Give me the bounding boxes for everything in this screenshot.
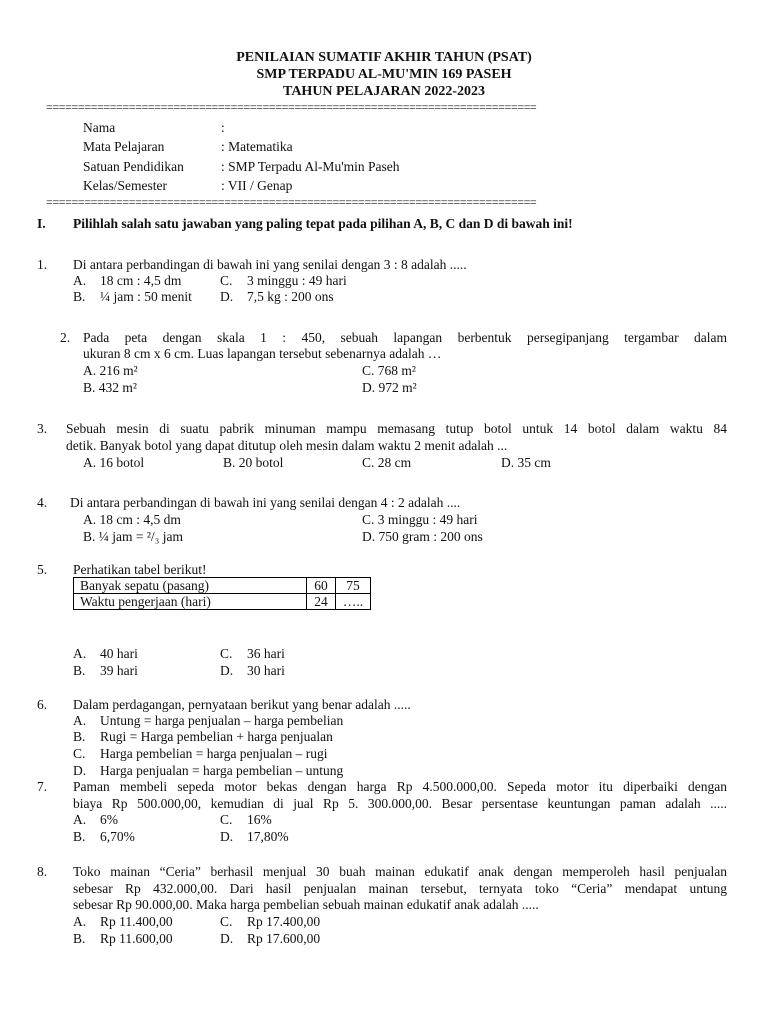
question-text-line1: Paman membeli sepeda motor bekas dengan harga Rp 4.500.000,00. Sepeda motor itu diperbaiki dengan [73, 779, 727, 794]
option-text: Rp 11.400,00 [100, 914, 173, 929]
table-cell: Waktu pengerjaan (hari) [74, 594, 307, 610]
question-number: 3. [37, 421, 48, 436]
option-text: Rp 17.600,00 [247, 931, 321, 946]
option-key: B. [73, 663, 86, 678]
section-instruction: Pilihlah salah satu jawaban yang paling tepat pada pilihan A, B, C dan D di bawah ini! [73, 216, 573, 231]
question-text-line3: sebesar Rp 90.000,00. Maka harga pembelian sebuah mainan edukatif anak adalah ..... [73, 897, 539, 912]
option-key: A. [73, 812, 87, 827]
table-cell: 75 [336, 578, 371, 594]
school-name: SMP TERPADU AL-MU'MIN 169 PASEH [256, 67, 512, 82]
ratio-table [73, 577, 371, 610]
option-d: D. 750 gram : 200 ons [362, 529, 483, 544]
option-text: Untung = harga penjualan – harga pembelian [100, 713, 344, 728]
identity-label: Mata Pelajaran [83, 139, 165, 154]
table-cell: Banyak sepatu (pasang) [74, 578, 307, 594]
question-number: 6. [37, 697, 48, 712]
option-key: A. [73, 646, 87, 661]
option-key: D. [220, 829, 234, 844]
option-key: C. [73, 746, 86, 761]
exam-title: PENILAIAN SUMATIF AKHIR TAHUN (PSAT) [236, 50, 532, 65]
question-text: Di antara perbandingan di bawah ini yang senilai dengan 3 : 8 adalah ..... [73, 257, 467, 272]
question-number: 7. [37, 779, 48, 794]
option-a: A. 18 cm : 4,5 dm [83, 512, 181, 527]
question-number: 5. [37, 562, 48, 577]
option-text: 16% [247, 812, 272, 827]
option-c: C. 28 cm [362, 455, 412, 470]
question-text-line1: Toko mainan “Ceria” berhasil menjual 30 buah mainan edukatif anak dengan memperoleh hasil penjualan [73, 864, 727, 879]
table-row [74, 594, 371, 610]
option-key: A. [73, 713, 87, 728]
question-number: 8. [37, 864, 48, 879]
option-text: 36 hari [247, 646, 285, 661]
question-text-line1: Pada peta dengan skala 1 : 450, sebuah lapangan berbentuk persegipanjang tergambar dalam [83, 330, 727, 345]
question-text-line2: ukuran 8 cm x 6 cm. Luas lapangan tersebut sebenarnya adalah … [83, 346, 442, 361]
question-number: 2. [60, 330, 71, 345]
option-key: B. [73, 729, 86, 744]
section-number: I. [37, 216, 46, 231]
identity-value: : [221, 120, 225, 135]
option-text: ¼ jam : 50 menit [100, 289, 192, 304]
separator-bottom: ============================================================================= [46, 196, 537, 208]
option-d: D. 972 m² [362, 380, 417, 395]
identity-label: Satuan Pendidikan [83, 159, 184, 174]
option-b: B. ¼ jam = ²/₃ jam [83, 529, 183, 544]
option-key: A. [73, 914, 87, 929]
option-text: 30 hari [247, 663, 285, 678]
question-text: Di antara perbandingan di bawah ini yang senilai dengan 4 : 2 adalah .... [70, 495, 461, 510]
option-text: Rp 11.600,00 [100, 931, 173, 946]
option-b: B. 432 m² [83, 380, 137, 395]
option-b: B. 20 botol [223, 455, 284, 470]
option-text: 40 hari [100, 646, 138, 661]
option-text: Rugi = Harga pembelian + harga penjualan [100, 729, 333, 744]
option-text: 6,70% [100, 829, 135, 844]
table-cell: ….. [336, 594, 371, 610]
identity-value: : Matematika [221, 139, 293, 154]
option-key: B. [73, 931, 86, 946]
option-key: C. [220, 914, 233, 929]
option-key: D. [220, 663, 234, 678]
option-text: 39 hari [100, 663, 138, 678]
option-key: C. [220, 812, 233, 827]
academic-year: TAHUN PELAJARAN 2022-2023 [283, 84, 485, 99]
question-text-line1: Sebuah mesin di suatu pabrik minuman mampu memasang tutup botol untuk 14 botol dalam waktu 84 [66, 421, 727, 436]
option-text: Harga penjualan = harga pembelian – untung [100, 763, 344, 778]
option-a: A. 16 botol [83, 455, 145, 470]
identity-value: : SMP Terpadu Al-Mu'min Paseh [221, 159, 400, 174]
question-number: 1. [37, 257, 48, 272]
table-cell: 24 [307, 594, 336, 610]
table-cell: 60 [307, 578, 336, 594]
option-text: 17,80% [247, 829, 289, 844]
question-text-line2: sebesar Rp 432.000,00. Dari hasil penjualan mainan tersebut, ternyata toko “Ceria” mendapat untung [73, 881, 727, 896]
option-key: D. [220, 931, 234, 946]
option-key: C. [220, 273, 233, 288]
option-text: 3 minggu : 49 hari [247, 273, 347, 288]
option-text: Harga pembelian = harga penjualan – rugi [100, 746, 328, 761]
question-text: Perhatikan tabel berikut! [73, 562, 207, 577]
option-key: C. [220, 646, 233, 661]
option-key: A. [73, 273, 87, 288]
option-c: C. 3 minggu : 49 hari [362, 512, 478, 527]
option-key: B. [73, 289, 86, 304]
option-text: 18 cm : 4,5 dm [100, 273, 182, 288]
option-text: 6% [100, 812, 118, 827]
option-text: Rp 17.400,00 [247, 914, 321, 929]
question-number: 4. [37, 495, 48, 510]
option-c: C. 768 m² [362, 363, 416, 378]
question-text-line2: biaya Rp 500.000,00, kemudian di jual Rp 5. 300.000,00. Besar persentase keuntungan paman adalah ..... [73, 796, 727, 811]
table-row [74, 578, 371, 594]
option-text: 7,5 kg : 200 ons [247, 289, 334, 304]
question-text-line2: detik. Banyak botol yang dapat ditutup oleh mesin dalam waktu 2 menit adalah ... [66, 438, 508, 453]
separator-top: ============================================================================= [46, 101, 537, 113]
identity-value: : VII / Genap [221, 178, 293, 193]
option-key: D. [73, 763, 87, 778]
identity-label: Kelas/Semester [83, 178, 167, 193]
option-key: B. [73, 829, 86, 844]
identity-label: Nama [83, 120, 116, 135]
option-a: A. 216 m² [83, 363, 138, 378]
option-d: D. 35 cm [501, 455, 551, 470]
option-key: D. [220, 289, 234, 304]
question-text: Dalam perdagangan, pernyataan berikut yang benar adalah ..... [73, 697, 411, 712]
